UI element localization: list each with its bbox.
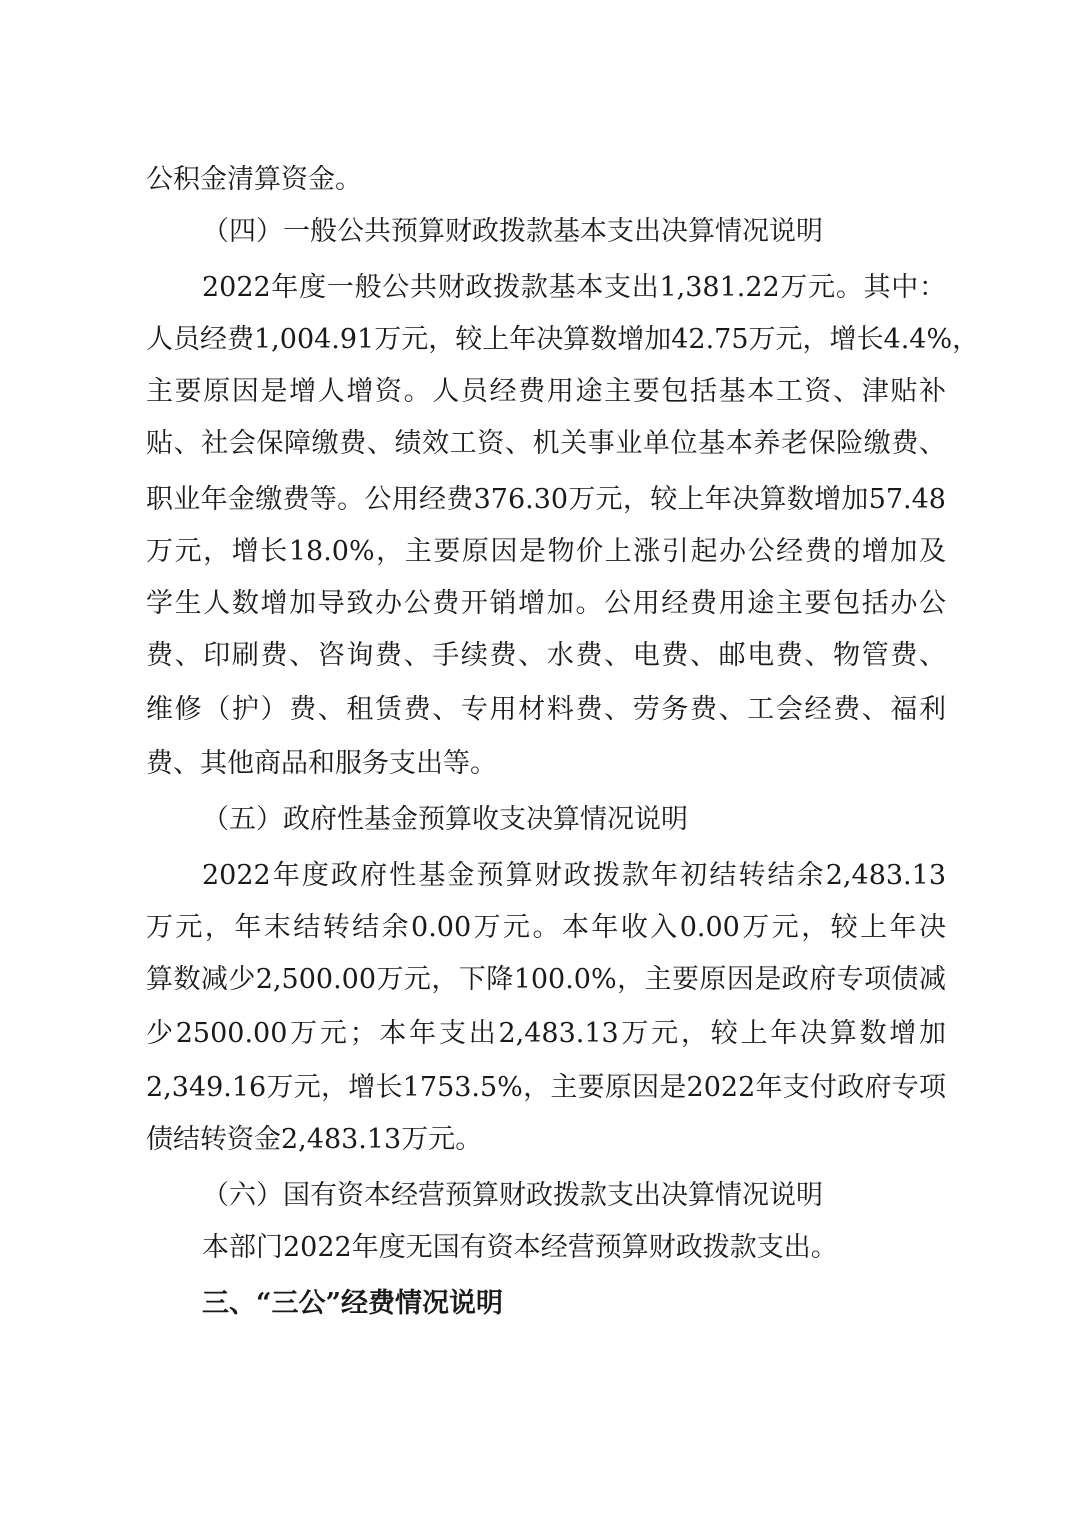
section-heading-5: （五）政府性基金预算收支决算情况说明 bbox=[202, 804, 688, 835]
paragraph-line: 债结转资金2,483.13万元。 bbox=[146, 1124, 483, 1155]
paragraph-line: 万元，年末结转结余0.00万元。本年收入0.00万元，较上年决 bbox=[146, 912, 946, 943]
paragraph-line: 算数减少2,500.00万元，下降100.0%，主要原因是政府专项债减 bbox=[146, 964, 946, 995]
paragraph-line: 人员经费1,004.91万元，较上年决算数增加42.75万元，增长4.4%， bbox=[146, 324, 980, 355]
paragraph-line: 万元，增长18.0%，主要原因是物价上涨引起办公经费的增加及 bbox=[146, 536, 946, 567]
paragraph-line: 维修（护）费、租赁费、专用材料费、劳务费、工会经费、福利 bbox=[146, 694, 946, 725]
section-heading-4: （四）一般公共预算财政拨款基本支出决算情况说明 bbox=[202, 216, 823, 247]
paragraph-line: 本部门2022年度无国有资本经营预算财政拨款支出。 bbox=[202, 1232, 838, 1263]
paragraph-line: 贴、社会保障缴费、绩效工资、机关事业单位基本养老保险缴费、 bbox=[146, 428, 946, 459]
section-heading-6: （六）国有资本经营预算财政拨款支出决算情况说明 bbox=[202, 1180, 823, 1211]
paragraph-line: 职业年金缴费等。公用经费376.30万元，较上年决算数增加57.48 bbox=[146, 484, 946, 515]
paragraph-line: 2,349.16万元，增长1753.5%，主要原因是2022年支付政府专项 bbox=[146, 1072, 946, 1103]
paragraph-line: 学生人数增加导致办公费开销增加。公用经费用途主要包括办公 bbox=[146, 588, 946, 619]
paragraph-line: 费、其他商品和服务支出等。 bbox=[146, 748, 497, 779]
paragraph-line: 2022年度政府性基金预算财政拨款年初结转结余2,483.13 bbox=[202, 860, 946, 891]
paragraph-line: 2022年度一般公共财政拨款基本支出1,381.22万元。其中： bbox=[202, 272, 946, 303]
paragraph-line: 少2500.00万元；本年支出2,483.13万元，较上年决算数增加 bbox=[146, 1018, 946, 1049]
paragraph-line: 公积金清算资金。 bbox=[146, 164, 362, 195]
paragraph-line: 费、印刷费、咨询费、手续费、水费、电费、邮电费、物管费、 bbox=[146, 640, 946, 671]
chapter-heading-3: 三、“三公”经费情况说明 bbox=[202, 1288, 504, 1319]
paragraph-line: 主要原因是增人增资。人员经费用途主要包括基本工资、津贴补 bbox=[146, 376, 946, 407]
